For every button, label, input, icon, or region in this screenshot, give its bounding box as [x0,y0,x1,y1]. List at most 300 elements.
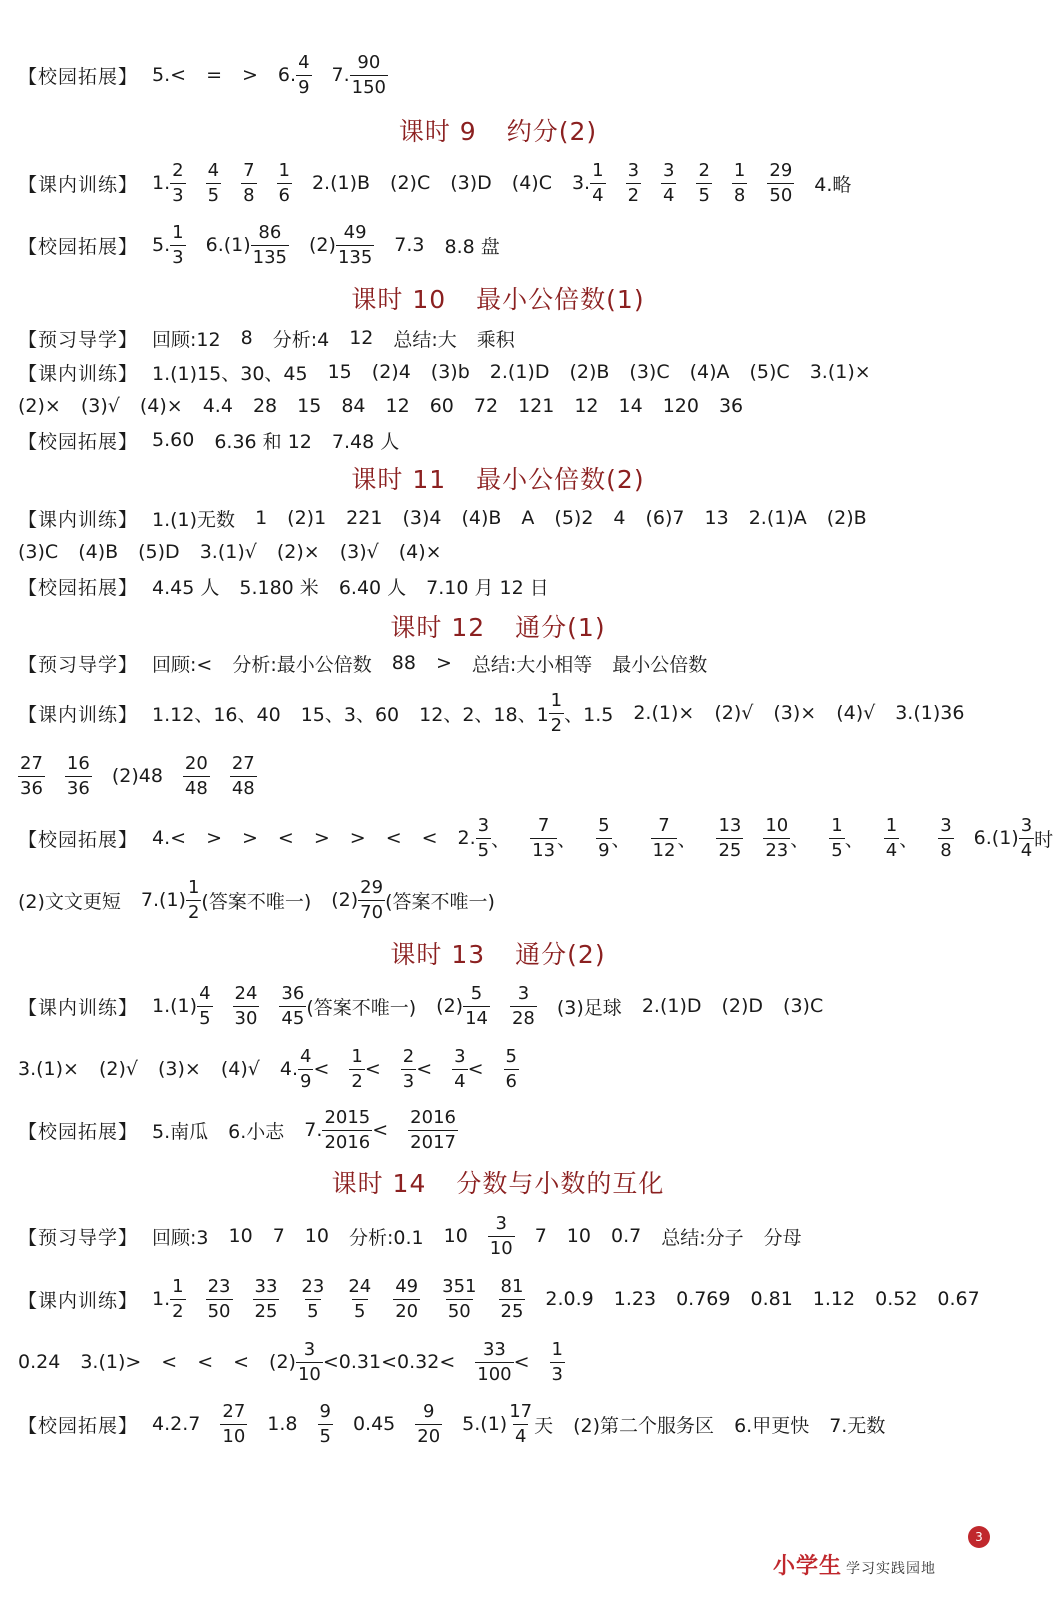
fraction-suffix: < [467,1058,484,1080]
fraction-denominator: 30 [234,1007,258,1029]
answer-item: < [421,827,438,849]
fraction [322,1106,372,1153]
fraction-answer [277,159,292,206]
fraction [829,814,844,861]
answer-item: 15 [327,361,352,383]
answer-item: (2)√ [98,1058,138,1080]
fraction-suffix: 、 [677,828,697,851]
fraction-numerator: 29 [769,159,793,181]
answer-item: (5)C [749,361,790,383]
lesson-number: 课时 11 [351,465,447,494]
fraction [170,1275,185,1322]
fraction-prefix: 7. [331,64,350,86]
answer-item: (3)× [773,702,817,724]
answer-item: 总结:分子 [661,1226,744,1249]
answer-item: 4.45 人 [152,576,220,599]
answer-item: 5.南瓜 [152,1120,209,1143]
fraction [393,1275,420,1322]
fraction-answer [499,1275,526,1322]
answer-item: 7 [272,1225,285,1247]
answer-item: (5)D [138,541,180,563]
fraction-denominator: 4 [514,1425,527,1447]
answer-line [18,535,976,569]
fraction-numerator: 7 [243,159,255,181]
answer-item: 1.(1)无数 [152,508,236,531]
fraction-numerator: 2 [402,1045,415,1067]
section-tag: 【预习导学】 [18,653,139,676]
fraction [349,1045,364,1092]
answer-item: (3)× [158,1058,201,1080]
fraction [298,1045,313,1092]
answer-item: > [242,64,258,86]
fraction-numerator: 1 [172,221,184,243]
fraction-denominator: 13 [532,839,556,861]
fraction-answer [183,752,210,799]
fraction-denominator: 2 [351,1070,363,1092]
fraction-numerator: 1 [885,814,898,836]
fraction-numerator: 13 [718,814,742,836]
fraction [197,982,212,1029]
fraction-numerator: 7 [658,814,670,836]
fraction-denominator: 5 [307,1300,319,1322]
answer-item: 5.180 米 [239,576,319,599]
fraction-numerator: 3 [663,159,675,181]
answer-item: < [161,1351,178,1373]
fraction [507,1400,534,1447]
fraction [206,159,221,206]
fraction-denominator: 9 [300,1070,312,1092]
fraction-answer [973,814,1053,861]
fraction-prefix: 6.(1) [205,234,251,256]
answer-line [18,355,976,389]
fraction-denominator: 150 [351,76,387,98]
fraction-denominator: 50 [769,184,793,206]
fraction-answer [331,51,389,98]
fraction-denominator: 5 [477,839,490,861]
answer-item: 72 [473,395,499,417]
answer-item: 3.(1)√ [199,541,257,563]
fraction-suffix: 、 [557,828,577,851]
answer-item: 0.24 [18,1351,61,1373]
fraction [463,982,490,1029]
section-tag: 【预习导学】 [18,328,139,351]
fraction-numerator: 49 [395,1275,419,1297]
fraction-denominator: 50 [207,1300,231,1322]
answer-sequence [152,221,500,268]
fraction-suffix: < [364,1058,381,1080]
fraction [253,1275,280,1322]
answer-line [18,215,976,275]
fraction-prefix: 6. [277,64,297,86]
fraction-answer [152,221,186,268]
answer-line [18,976,976,1036]
fraction [696,159,711,206]
fraction-numerator: 36 [281,982,305,1004]
fraction-answer [488,1212,515,1259]
answer-sequence [152,650,707,677]
fraction-answer [279,982,417,1029]
answer-line [18,423,976,457]
fraction-answer [475,1338,530,1385]
fraction-denominator: 9 [598,839,610,861]
fraction-numerator: 33 [254,1275,278,1297]
answer-item: (3)b [430,361,470,383]
fraction [549,689,564,736]
answer-item: 3.(1)× [809,361,871,383]
answer-item: (2)B [569,361,610,383]
fraction-answer [571,159,606,206]
fraction-prefix: (2) [436,995,464,1017]
answer-item: (2)D [721,995,764,1017]
answer-item: > [242,827,258,849]
answer-item: 4 [613,507,626,529]
section-tag: 【校园拓展】 [18,65,139,88]
fraction [651,814,678,861]
lesson-title [0,112,996,148]
fraction-numerator: 5 [598,814,610,836]
answer-line [18,1100,976,1160]
fraction [170,221,185,268]
answer-item: < [233,1351,250,1373]
answer-sequence [18,1338,565,1385]
fraction-numerator: 1 [351,1045,363,1067]
fraction [510,982,537,1029]
fraction-answer [220,1400,247,1447]
fraction-prefix: 5.(1) [462,1413,508,1435]
fraction [350,51,388,98]
section-tag: 【校园拓展】 [18,235,139,258]
answer-item: 2.(1)× [633,702,695,724]
answer-item: (3)√ [339,541,379,563]
section-tag: 【课内训练】 [18,508,139,531]
fraction-prefix: 7.(1) [140,889,186,911]
fraction-denominator: 25 [718,839,742,861]
answer-item: 4.< [152,827,187,849]
answer-item: 1 [255,507,268,529]
fraction-denominator: 14 [465,1007,488,1029]
fraction-answer [462,1400,554,1447]
answer-sequence [18,752,257,799]
fraction-answer [152,159,186,206]
fraction [626,159,641,206]
lesson-title [0,280,996,316]
answer-line [18,683,976,743]
answer-item: (3)D [450,172,492,194]
fraction-answer [277,51,312,98]
fraction-answer [626,159,641,206]
fraction [170,159,185,206]
answer-item: 3.(1)× [18,1058,79,1080]
fraction-denominator: 50 [447,1300,471,1322]
fraction-answer [230,752,257,799]
fraction-numerator: 5 [470,982,483,1004]
fraction-numerator: 23 [207,1275,231,1297]
fraction-prefix: (2) [331,889,359,911]
fraction-denominator: 48 [231,777,255,799]
fraction-denominator: 10 [297,1363,321,1385]
answer-item: 10 [228,1225,253,1247]
fraction-numerator: 17 [509,1400,533,1422]
answer-item: 3.(1)> [80,1351,142,1373]
fraction [716,814,743,861]
fraction-numerator: 9 [422,1400,435,1422]
fraction-answer [349,1045,381,1092]
answer-item: 2.(1)D [641,995,702,1017]
answer-item: (2)4 [371,361,411,383]
section-tag: 【课内训练】 [18,1289,139,1312]
lesson-topic: 最小公倍数(2) [476,465,645,494]
answer-sequence [18,395,743,417]
answer-sequence [152,573,549,600]
answer-item: 0.769 [676,1288,731,1310]
fraction-answer [269,1338,456,1385]
fraction-answer [452,1045,484,1092]
answer-item: 8 [240,327,253,349]
answer-sequence [152,814,1053,861]
answer-item: < [277,827,294,849]
fraction-denominator: 6 [278,184,290,206]
fraction [884,814,899,861]
fraction-suffix: (答案不唯一) [385,890,495,913]
fraction [401,1045,416,1092]
fraction-denominator: 4 [663,184,675,206]
fraction-answer [884,814,919,861]
answer-sequence [152,982,824,1029]
fraction-denominator: 9 [298,76,310,98]
fraction-answer [205,221,289,268]
brand-sub: 学习实践园地 [846,1561,936,1577]
fraction [732,159,747,206]
fraction-numerator: 3 [517,982,530,1004]
answer-line [18,153,976,213]
fraction-denominator: 2016 [324,1131,371,1153]
fraction-answer [304,1106,389,1153]
fraction [488,1212,515,1259]
fraction-answer [299,1275,326,1322]
answer-item: 4.略 [814,173,852,196]
fraction-answer [65,752,92,799]
fraction-prefix: 1. [152,1288,171,1310]
answer-sequence [152,51,388,98]
fraction-answer [696,159,711,206]
fraction [661,159,676,206]
answer-item: 7.48 人 [331,430,400,453]
fraction [504,1045,519,1092]
fraction-answer [206,159,221,206]
answer-item: > [313,827,330,849]
fraction-denominator: 70 [360,901,384,923]
answer-item: 6.40 人 [338,576,407,599]
answer-item: 2.(1)A [748,507,807,529]
fraction-denominator: 48 [184,777,208,799]
fraction [336,221,374,268]
fraction-numerator: 24 [234,982,258,1004]
fraction [183,752,210,799]
answer-item: (2)文文更短 [18,890,121,913]
fraction-numerator: 49 [343,221,367,243]
section-tag: 【课内训练】 [18,173,139,196]
fraction-prefix: (2) [309,234,336,256]
fraction-prefix: 2. [457,827,476,849]
fraction-answer [651,814,697,861]
fraction-answer [661,159,676,206]
fraction-numerator: 10 [765,814,789,836]
answer-sequence [152,1275,980,1322]
lesson-topic: 最小公倍数(1) [476,285,645,314]
fraction [318,1400,333,1447]
fraction-answer [346,1275,373,1322]
section-tag: 【预习导学】 [18,1226,139,1249]
fraction-numerator: 3 [495,1212,507,1234]
answer-item: 1.8 [267,1413,298,1435]
answer-item: 88 [391,652,416,674]
fraction-denominator: 12 [652,839,676,861]
fraction [590,159,605,206]
fraction-denominator: 10 [489,1237,513,1259]
answer-sequence [18,541,442,563]
answer-item: (4)C [511,172,552,194]
answer-line [18,321,976,355]
answer-item: 4.4 [202,395,233,417]
fraction-suffix: 、 [790,828,810,851]
fraction [230,752,257,799]
answer-item: A [521,507,535,529]
answer-item: 分析:最小公倍数 [232,653,372,676]
fraction-denominator: 3 [172,246,184,268]
fraction-numerator: 86 [258,221,282,243]
fraction-numerator: 1 [592,159,604,181]
section-tag: 【课内训练】 [18,996,139,1019]
section-tag: 【校园拓展】 [18,430,139,453]
answer-item: 回顾:12 [152,328,221,351]
fraction-numerator: 27 [20,752,43,774]
fraction-denominator: 5 [831,839,843,861]
lesson-topic: 分数与小数的互化 [456,1169,665,1198]
answer-sequence [18,1045,519,1092]
answer-item: 分析:4 [272,328,330,351]
fraction-suffix: < [372,1119,389,1141]
answer-item: 5.60 [152,429,195,451]
answer-item: (4)A [689,361,730,383]
fraction-prefix: 4. [279,1058,299,1080]
answer-item: (2)1 [287,507,327,529]
fraction-answer [596,814,631,861]
answer-sequence [152,1212,802,1259]
fraction-answer [152,982,213,1029]
fraction-denominator: 4 [885,839,898,861]
answer-line [18,646,976,680]
fraction-numerator: 90 [357,51,381,73]
answer-line [18,1332,976,1392]
answer-line [18,389,976,423]
answer-line [18,501,976,535]
answer-item: 3.(1)36 [895,702,965,724]
answer-item: 回顾:3 [152,1226,209,1249]
lesson-topic: 通分(2) [515,940,606,969]
footer-brand [773,1549,936,1580]
fraction-prefix: 12、2、18、1 [419,703,549,726]
fraction-numerator: 4 [199,982,211,1004]
answer-line [18,746,976,806]
fraction-denominator: 5 [207,184,220,206]
fraction-numerator: 20 [184,752,208,774]
fraction-denominator: 3 [402,1070,415,1092]
fraction-denominator: 135 [337,246,373,268]
fraction [277,159,292,206]
fraction-answer [440,1275,478,1322]
fraction-denominator: 45 [281,1007,305,1029]
answer-line [18,870,976,930]
fraction [251,221,289,268]
answer-line [18,45,976,105]
fraction-suffix: 、 [844,828,864,851]
fraction-numerator: 29 [360,876,384,898]
answer-item: (2)B [826,507,867,529]
answer-item: (4)× [139,395,183,417]
fraction-numerator: 1 [172,1275,184,1297]
page-number-badge: 3 [968,1526,990,1548]
fraction-answer [510,982,537,1029]
answer-item: (4)√ [220,1058,260,1080]
answer-item: 7.3 [394,234,425,256]
answer-item: 6.甲更快 [734,1414,810,1437]
fraction-numerator: 351 [442,1275,477,1297]
fraction-numerator: 3 [477,814,490,836]
fraction-numerator: 3 [627,159,640,181]
brand-main: 小学生 [772,1554,842,1579]
fraction [206,1275,233,1322]
answer-item: 84 [341,395,366,417]
fraction-denominator: 2017 [410,1131,456,1153]
fraction-numerator: 33 [482,1338,506,1360]
fraction [220,1400,247,1447]
answer-item: 2.0.9 [545,1288,594,1310]
fraction [938,814,953,861]
answer-item: 12 [349,327,374,349]
fraction-denominator: 5 [354,1300,366,1322]
fraction-answer [763,814,810,861]
fraction-answer [767,159,794,206]
fraction-numerator: 4 [207,159,220,181]
fraction [296,1338,323,1385]
answer-item: 12 [385,395,410,417]
answer-item: (3)√ [80,395,120,417]
fraction-numerator: 1 [831,814,843,836]
answer-item: 1.12、16、40 [152,703,281,726]
answer-sequence [152,359,871,386]
fraction-suffix: 时 [1034,828,1053,851]
fraction-numerator: 27 [222,1400,246,1422]
answer-item: < [385,827,402,849]
fraction-answer [530,814,577,861]
fraction-answer [457,814,511,861]
answer-sequence [152,1106,458,1153]
fraction-denominator: 4 [592,184,604,206]
lesson-number: 课时 12 [390,613,486,642]
answer-sequence [152,159,852,206]
fraction-answer [393,1275,420,1322]
answer-item: (3)C [629,361,670,383]
fraction-answer [18,752,45,799]
answer-item: 总结:大 [393,328,457,351]
lesson-number: 课时 13 [390,940,486,969]
fraction-numerator: 4 [298,51,310,73]
fraction [299,1275,326,1322]
fraction-denominator: 8 [940,839,952,861]
fraction-numerator: 3 [303,1338,316,1360]
fraction-denominator: 25 [500,1300,524,1322]
fraction-numerator: 2016 [410,1106,456,1128]
